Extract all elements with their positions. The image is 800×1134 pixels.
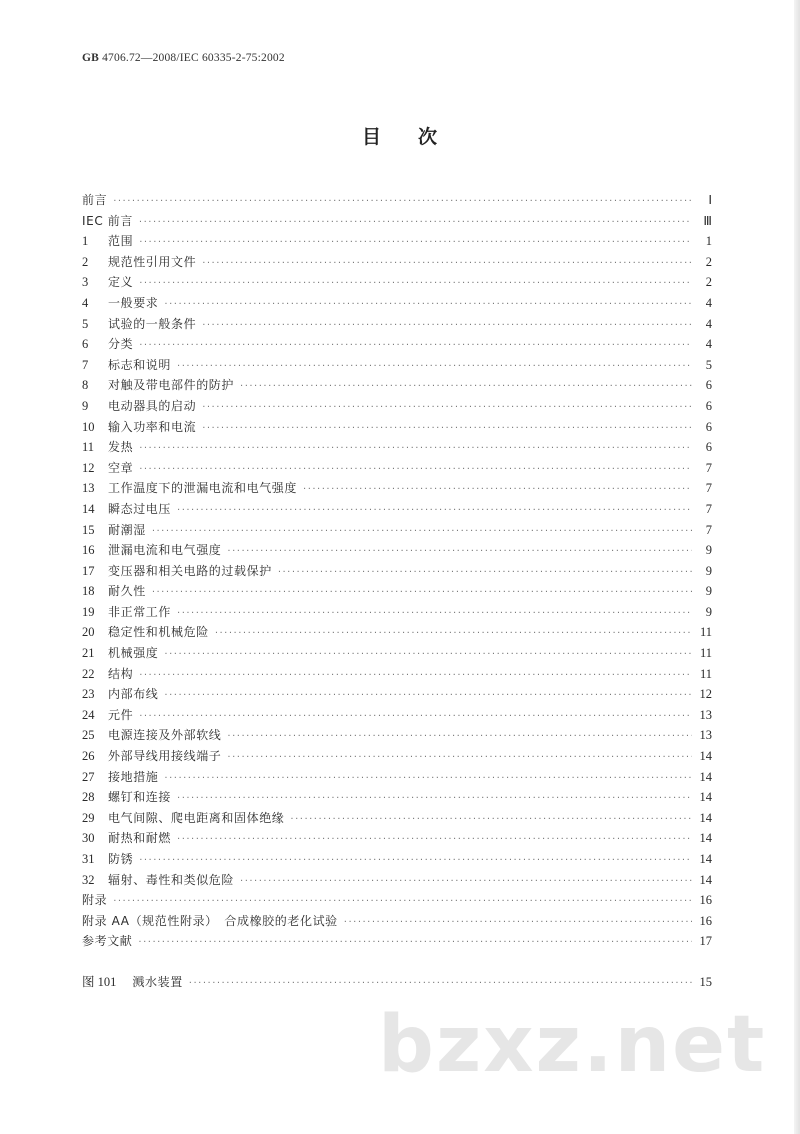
- toc-entry-label: 瞬态过电压: [108, 501, 172, 516]
- toc-entry-number: 2: [82, 254, 89, 269]
- toc-entry-label: 分类: [108, 337, 134, 352]
- leader-dots: [290, 810, 692, 831]
- toc-entry[interactable]: [82, 252, 712, 273]
- toc-entry-label: 泄漏电流和电气强度: [108, 543, 222, 558]
- leader-dots: [240, 872, 692, 893]
- toc-entry-label: 机械强度: [108, 646, 159, 661]
- toc-entry-label: 工作温度下的泄漏电流和电气强度: [108, 481, 298, 496]
- leader-dots: [202, 419, 692, 440]
- title-char-2: 次: [418, 126, 439, 148]
- toc-entry-number: 3: [82, 275, 89, 290]
- toc-entry-label: 螺钉和连接: [108, 790, 172, 805]
- toc-entry-number: 1: [82, 234, 89, 249]
- toc-entry-label: 输入功率和电流: [108, 419, 197, 434]
- toc-entry[interactable]: [82, 293, 712, 314]
- toc-entry-page-number: Ⅰ: [708, 193, 712, 207]
- toc-entry-page-number: 7: [705, 481, 712, 496]
- toc-entry[interactable]: [82, 808, 712, 829]
- toc-entry[interactable]: [82, 622, 712, 643]
- toc-entry-number: 4: [82, 295, 89, 310]
- leader-dots: [113, 892, 692, 913]
- toc-entry-label: 结构: [108, 666, 134, 681]
- toc-entry-number: 9: [82, 398, 89, 413]
- leader-dots: [202, 316, 692, 337]
- toc-entry-page-number: 14: [699, 769, 712, 784]
- leader-dots: [227, 727, 692, 748]
- toc-entry-label: 内部布线: [108, 687, 159, 702]
- toc-entry-number: 21: [82, 646, 95, 661]
- toc-entry-page-number: 16: [699, 893, 712, 908]
- toc-entry[interactable]: [82, 211, 712, 232]
- figure-title: 溅水装置: [132, 975, 183, 989]
- leader-dots: [139, 233, 692, 254]
- leader-dots: [202, 398, 692, 419]
- toc-entry[interactable]: [82, 334, 712, 355]
- toc-entry-number: 23: [82, 687, 95, 702]
- toc-entry-number: 16: [82, 543, 95, 558]
- toc-entry[interactable]: [82, 396, 712, 417]
- toc-entry-number: 11: [82, 440, 95, 455]
- toc-entry-number: 29: [82, 810, 95, 825]
- toc-entry[interactable]: [82, 190, 712, 211]
- toc-entry-label: 辐射、毒性和类似危险: [108, 872, 235, 887]
- toc-entry[interactable]: [82, 890, 712, 911]
- toc-entry-number: 8: [82, 378, 89, 393]
- toc-entry[interactable]: [82, 870, 712, 891]
- toc-entry-number: 14: [82, 501, 95, 516]
- leader-dots: [152, 522, 692, 543]
- standard-code: 4706.72—2008/IEC 60335-2-75:2002: [102, 52, 285, 64]
- leader-dots: [344, 913, 692, 934]
- toc-entry-label: 规范性引用文件: [108, 254, 197, 269]
- toc-entry-label: 附录 AA（规范性附录） 合成橡胶的老化试验: [82, 913, 338, 928]
- toc-entry-number: 6: [82, 337, 89, 352]
- toc-entry-number: 27: [82, 769, 95, 784]
- leader-dots: [139, 707, 692, 728]
- toc-entry-page-number: 7: [705, 522, 712, 537]
- toc-entry[interactable]: [82, 849, 712, 870]
- leader-dots: [139, 439, 692, 460]
- toc-entry-label: 一般要求: [108, 295, 159, 310]
- toc-entry-label: 电气间隙、爬电距离和固体绝缘: [108, 810, 285, 825]
- toc-entry-page-number: 12: [699, 687, 712, 702]
- toc-entry-number: 30: [82, 831, 95, 846]
- toc-entry[interactable]: [82, 684, 712, 705]
- toc-entry-page-number: 1: [705, 234, 712, 249]
- toc-entry-label: 接地措施: [108, 769, 159, 784]
- toc-entry[interactable]: [82, 478, 712, 499]
- toc-entry[interactable]: [82, 602, 712, 623]
- toc-entry-page-number: Ⅲ: [703, 213, 712, 228]
- leader-dots: [278, 563, 692, 584]
- leader-dots: [177, 357, 692, 378]
- toc-entry-number: 13: [82, 481, 95, 496]
- toc-entry-page-number: 2: [705, 275, 712, 290]
- toc-entry-label: 稳定性和机械危险: [108, 625, 209, 640]
- leader-dots: [227, 748, 692, 769]
- toc-entry-number: 26: [82, 749, 95, 764]
- leader-dots: [138, 933, 692, 954]
- toc-entry-page-number: 6: [705, 378, 712, 393]
- toc-entry[interactable]: [82, 828, 712, 849]
- toc-entry-number: 25: [82, 728, 95, 743]
- figure-list-entry[interactable]: [82, 972, 712, 993]
- leader-dots: [164, 769, 692, 790]
- toc-entry[interactable]: [82, 375, 712, 396]
- toc-entry-page-number: 6: [705, 419, 712, 434]
- leader-dots: [164, 686, 692, 707]
- toc-entry-label: 外部导线用接线端子: [108, 749, 222, 764]
- toc-entry-label: 参考文献: [82, 934, 133, 949]
- toc-entry-number: 22: [82, 666, 95, 681]
- toc-entry-label: 非正常工作: [108, 604, 172, 619]
- toc-entry-page-number: 16: [699, 913, 712, 928]
- toc-entry-label: 试验的一般条件: [108, 316, 197, 331]
- table-of-contents: [82, 190, 712, 952]
- toc-entry-page-number: 4: [705, 337, 712, 352]
- leader-dots: [202, 254, 692, 275]
- toc-entry-page-number: 14: [699, 749, 712, 764]
- toc-entry-number: 28: [82, 790, 95, 805]
- figure-page-number: 15: [699, 975, 712, 989]
- toc-entry[interactable]: [82, 643, 712, 664]
- toc-entry-page-number: 4: [705, 316, 712, 331]
- toc-entry-page-number: 11: [699, 666, 712, 681]
- toc-entry-page-number: 5: [705, 357, 712, 372]
- toc-entry[interactable]: [82, 911, 712, 932]
- standard-prefix: GB: [82, 52, 100, 64]
- toc-entry[interactable]: [82, 417, 712, 438]
- toc-entry[interactable]: [82, 437, 712, 458]
- toc-entry-label: 范围: [108, 234, 134, 249]
- toc-entry[interactable]: [82, 581, 712, 602]
- toc-entry-number: 5: [82, 316, 89, 331]
- leader-dots: [139, 460, 692, 481]
- toc-entry-page-number: 14: [699, 790, 712, 805]
- toc-entry-page-number: 6: [705, 398, 712, 413]
- leader-dots: [189, 974, 694, 995]
- toc-entry-page-number: 11: [699, 646, 712, 661]
- toc-entry-label: 耐热和耐燃: [108, 831, 172, 846]
- leader-dots: [113, 192, 692, 213]
- leader-dots: [227, 542, 692, 563]
- figure-number: 图 101: [82, 975, 117, 989]
- page-edge: [794, 0, 800, 1134]
- toc-entry[interactable]: [82, 231, 712, 252]
- toc-entry[interactable]: [82, 725, 712, 746]
- toc-entry[interactable]: [82, 520, 712, 541]
- toc-entry[interactable]: [82, 664, 712, 685]
- toc-entry-page-number: 7: [705, 460, 712, 475]
- leader-dots: [177, 789, 692, 810]
- page-title: [0, 122, 800, 149]
- leader-dots: [139, 213, 692, 234]
- toc-entry[interactable]: [82, 561, 712, 582]
- toc-entry-page-number: 14: [699, 831, 712, 846]
- leader-dots: [164, 295, 692, 316]
- leader-dots: [139, 274, 692, 295]
- toc-entry-label: 电源连接及外部软线: [108, 728, 222, 743]
- toc-entry[interactable]: [82, 458, 712, 479]
- leader-dots: [139, 336, 692, 357]
- toc-entry-number: 18: [82, 584, 95, 599]
- toc-entry[interactable]: [82, 499, 712, 520]
- toc-entry-number: 24: [82, 707, 95, 722]
- toc-entry-number: 31: [82, 852, 95, 866]
- leader-dots: [303, 480, 692, 501]
- title-char-1: 目: [361, 126, 382, 148]
- toc-entry-page-number: 14: [699, 810, 712, 825]
- toc-entry[interactable]: [82, 705, 712, 726]
- toc-entry-number: 17: [82, 563, 95, 578]
- toc-entry-label: 耐潮湿: [108, 522, 146, 537]
- standard-number-header: [82, 52, 285, 64]
- toc-entry-label: 电动器具的启动: [108, 398, 197, 413]
- toc-entry[interactable]: [82, 931, 712, 952]
- toc-entry-number: 19: [82, 604, 95, 619]
- toc-entry-label: 空章: [108, 460, 134, 475]
- toc-entry-label: 定义: [108, 275, 134, 290]
- toc-entry-page-number: 9: [705, 604, 712, 619]
- toc-entry-page-number: 11: [699, 625, 712, 640]
- toc-entry-label: IEC 前言: [82, 213, 133, 228]
- toc-entry[interactable]: [82, 355, 712, 376]
- toc-entry-number: 20: [82, 625, 95, 640]
- leader-dots: [240, 377, 692, 398]
- toc-entry[interactable]: [82, 272, 712, 293]
- toc-entry-page-number: 4: [705, 295, 712, 310]
- toc-entry-number: 15: [82, 522, 95, 537]
- toc-entry[interactable]: [82, 767, 712, 788]
- toc-entry[interactable]: [82, 314, 712, 335]
- toc-entry-label: 防锈: [108, 852, 134, 866]
- leader-dots: [139, 666, 692, 687]
- toc-entry[interactable]: [82, 746, 712, 767]
- toc-entry-page-number: 13: [699, 707, 712, 722]
- toc-entry-label: 发热: [108, 440, 134, 455]
- toc-entry-page-number: 6: [705, 440, 712, 455]
- watermark-logo: bzxz.net: [378, 1000, 767, 1090]
- toc-entry-page-number: 14: [699, 852, 712, 866]
- toc-entry-page-number: 17: [699, 934, 712, 949]
- toc-entry-page-number: 13: [699, 728, 712, 743]
- toc-entry[interactable]: [82, 787, 712, 808]
- toc-entry-number: 32: [82, 872, 95, 887]
- leader-dots: [164, 645, 692, 666]
- toc-entry-label: 元件: [108, 707, 134, 722]
- leader-dots: [139, 851, 692, 872]
- toc-entry-label: 附录: [82, 893, 108, 908]
- toc-entry-number: 10: [82, 419, 95, 434]
- toc-entry-page-number: 9: [705, 584, 712, 599]
- toc-entry-page-number: 14: [699, 872, 712, 887]
- toc-entry-page-number: 2: [705, 254, 712, 269]
- toc-entry-page-number: 7: [705, 501, 712, 516]
- toc-entry-label: 对触及带电部件的防护: [108, 378, 235, 393]
- leader-dots: [152, 583, 692, 604]
- leader-dots: [177, 604, 692, 625]
- leader-dots: [177, 501, 692, 522]
- toc-entry-page-number: 9: [705, 543, 712, 558]
- toc-entry-page-number: 9: [705, 563, 712, 578]
- toc-entry-label: 变压器和相关电路的过载保护: [108, 563, 272, 578]
- leader-dots: [177, 830, 692, 851]
- leader-dots: [215, 624, 692, 645]
- toc-entry-label: 标志和说明: [108, 357, 172, 372]
- toc-entry-label: 前言: [82, 193, 108, 207]
- toc-entry[interactable]: [82, 540, 712, 561]
- toc-entry-label: 耐久性: [108, 584, 146, 599]
- toc-entry-number: 12: [82, 460, 95, 475]
- toc-entry-number: 7: [82, 357, 89, 372]
